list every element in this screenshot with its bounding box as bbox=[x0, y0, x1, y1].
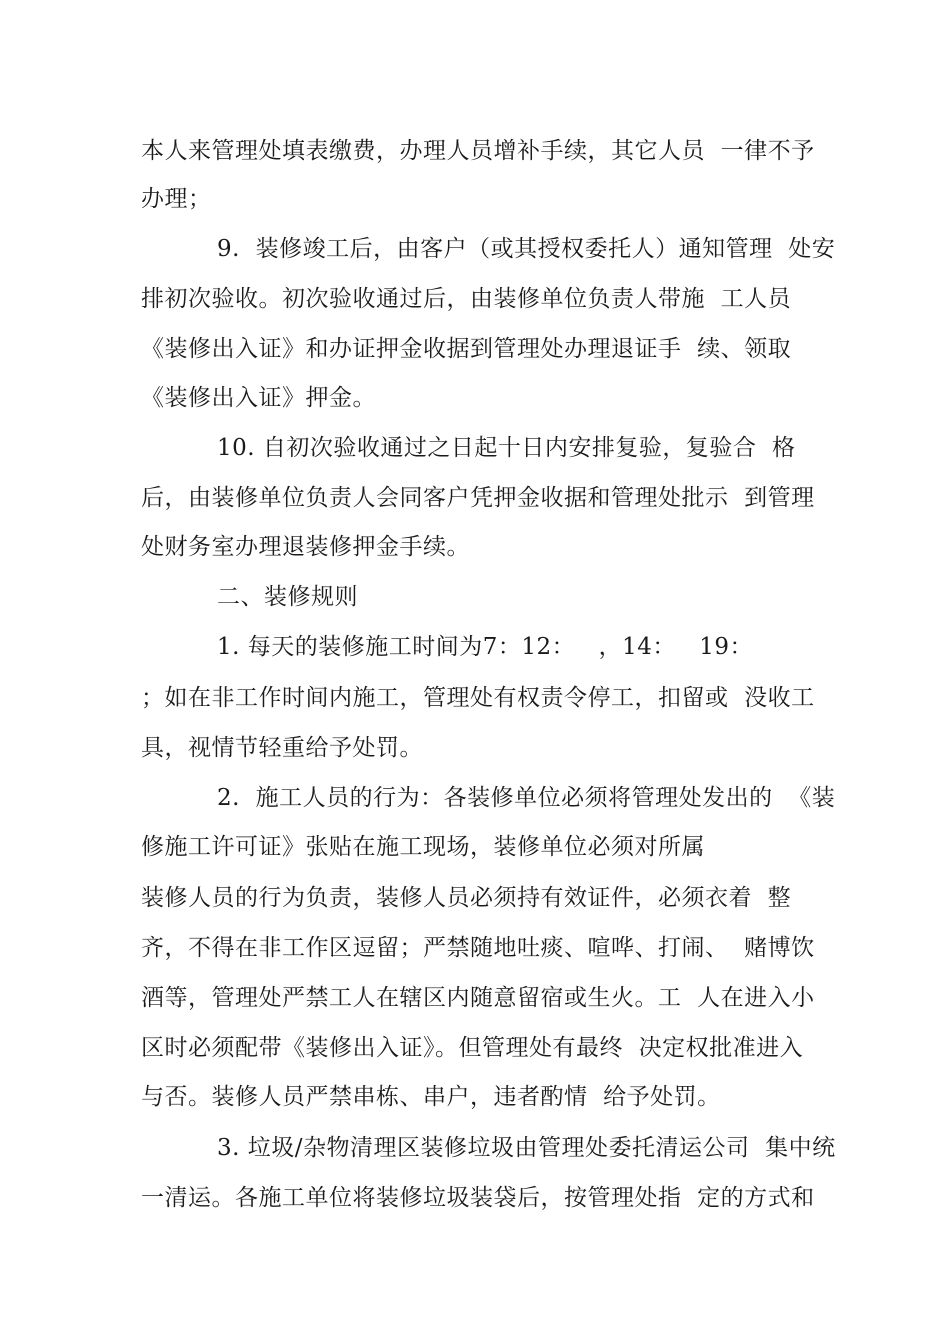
paragraph-10-line: 10. 自初次验收通过之日起十日内安排复验，复验合 格 bbox=[217, 435, 796, 461]
text-line: 装修人员的行为负责，装修人员必须持有效证件，必须衣着 整 bbox=[141, 885, 792, 911]
text-line: 一清运。各施工单位将装修垃圾装袋后，按管理处指 定的方式和 bbox=[141, 1185, 815, 1211]
text-line: 《装修出入证》和办证押金收据到管理处办理退证手 续、领取 bbox=[141, 336, 792, 362]
section-heading: 二、装修规则 bbox=[217, 584, 358, 610]
text-line: 修施工许可证》张贴在施工现场，装修单位必须对所属 bbox=[141, 834, 705, 860]
text-line: 排初次验收。初次验收通过后，由装修单位负责人带施 工人员 bbox=[141, 286, 792, 312]
text-line: 与否。装修人员严禁串栋、串户，违者酌情 给予处罚。 bbox=[141, 1084, 721, 1110]
text-line: 办理； bbox=[141, 186, 212, 212]
rule-1-line: 1. 每天的装修施工时间为7：12： ，14： 19： bbox=[217, 634, 754, 660]
text-line: 《装修出入证》押金。 bbox=[141, 385, 376, 411]
paragraph-9-line: 9. 装修竣工后，由客户（或其授权委托人）通知管理 处安 bbox=[217, 236, 836, 262]
text-line: ；如在非工作时间内施工，管理处有权责令停工，扣留或 没收工 bbox=[141, 685, 815, 711]
text-line: 后，由装修单位负责人会同客户凭押金收据和管理处批示 到管理 bbox=[141, 485, 815, 511]
text-line: 处财务室办理退装修押金手续。 bbox=[141, 534, 470, 560]
rule-3-line: 3. 垃圾/杂物清理区装修垃圾由管理处委托清运公司 集中统 bbox=[217, 1135, 836, 1161]
text-line: 酒等，管理处严禁工人在辖区内随意留宿或生火。工 人在进入小 bbox=[141, 985, 815, 1011]
text-line: 区时必须配带《装修出入证》。但管理处有最终 决定权批准进入 bbox=[141, 1035, 804, 1061]
rule-2-line: 2. 施工人员的行为：各装修单位必须将管理处发出的 《装 bbox=[217, 785, 836, 811]
text-line: 本人来管理处填表缴费，办理人员增补手续，其它人员 一律不予 bbox=[141, 138, 815, 164]
text-line: 齐，不得在非工作区逗留；严禁随地吐痰、喧哗、打闹、 赌博饮 bbox=[141, 935, 815, 961]
text-line: 具，视情节轻重给予处罚。 bbox=[141, 735, 423, 761]
